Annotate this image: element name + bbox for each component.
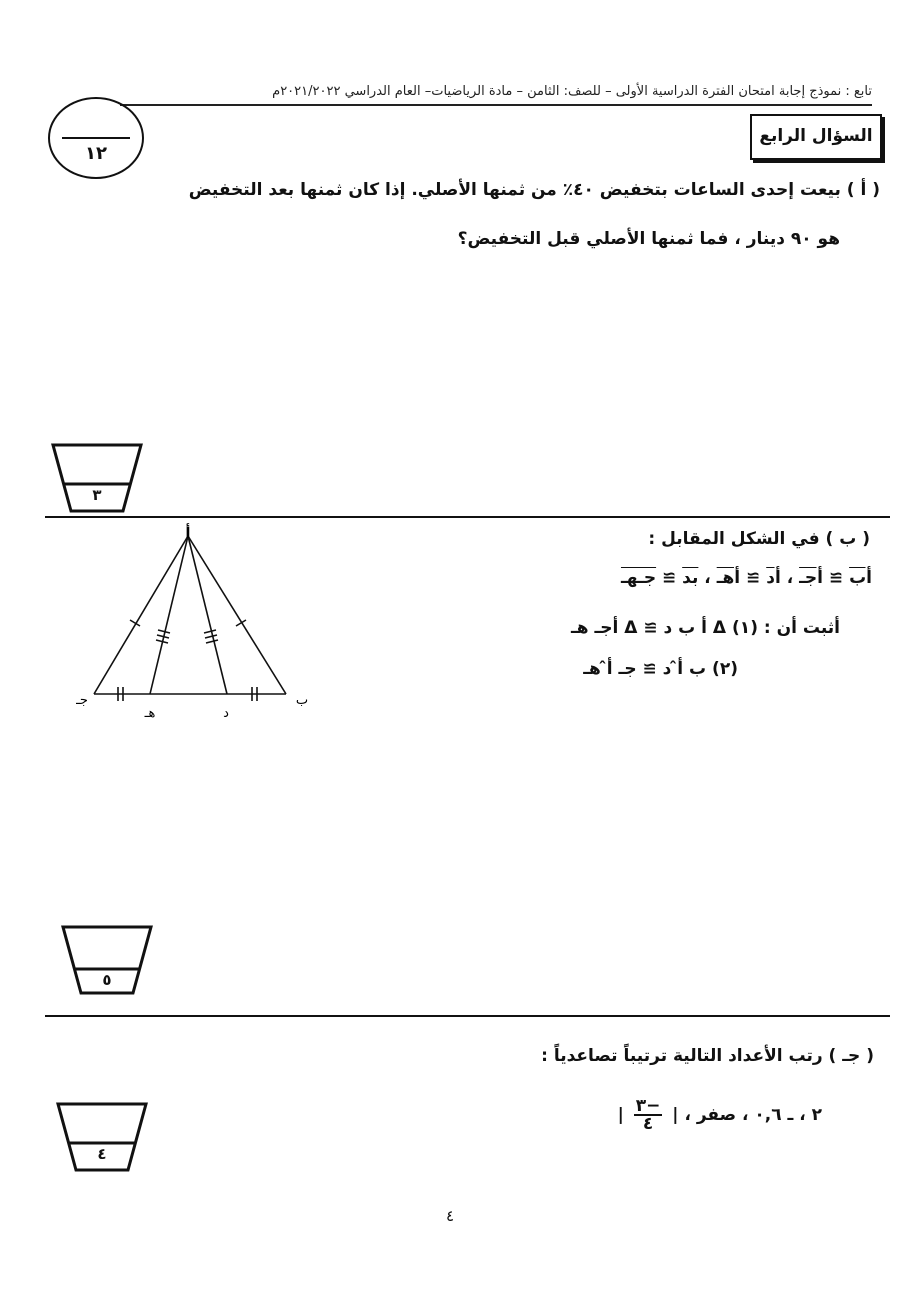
section-divider-1 [45, 516, 890, 518]
part-b-prove2: (٢) ب أ̂ د ≅ جـ أ̂ هـ [583, 659, 738, 679]
part-c-numbers [618, 1098, 822, 1132]
score-a: ٣ [92, 486, 102, 504]
congruent-symbol: ≅ [662, 568, 677, 588]
point-h-label: هـ [144, 706, 156, 721]
score-box-a [50, 442, 144, 514]
number-list: ٢ ، ـ ٠,٦ ، صفر ، [684, 1105, 822, 1125]
seg-ab: أب [849, 568, 872, 588]
fraction-numerator: −٣ [635, 1096, 661, 1116]
triangle-figure [60, 522, 330, 727]
part-b-title: ( ب ) في الشكل المقابل : [648, 529, 870, 549]
fraction-denominator: ٤ [642, 1114, 654, 1134]
congruent-symbol: ≅ [746, 568, 761, 588]
part-b-given [621, 568, 872, 588]
score-box-b [60, 924, 154, 996]
part-a-line1: ( أ ) بيعت إحدى الساعات بتخفيض ٤٠٪ من ثمنها الأصلي. إذا كان ثمنها بعد التخفيض [188, 180, 880, 200]
question-title: السؤال الرابع [750, 114, 882, 160]
comma: ، [786, 568, 794, 588]
page-number: ٤ [445, 1207, 455, 1225]
vertex-b-label: ب [295, 693, 309, 708]
header-divider [120, 104, 872, 106]
score-b: ٥ [102, 971, 112, 989]
point-d-label: د [223, 706, 229, 721]
seg-ac: أجـ [799, 568, 823, 588]
comma: ، [704, 568, 711, 588]
vertex-a-label: أ [185, 524, 191, 542]
abs-bar-left: | [617, 1105, 624, 1125]
fraction [634, 1098, 663, 1132]
score-c: ٤ [97, 1145, 107, 1163]
seg-ch: جـهـ [620, 568, 657, 588]
part-c-title: ( جـ ) رتب الأعداد التالية ترتيباً تصاعدياً : [541, 1046, 874, 1066]
vertex-c-label: جـ [76, 693, 88, 708]
seg-ad: أد [766, 568, 781, 588]
seg-ah: أهـ [716, 568, 741, 588]
part-b-prove1: أثبت أن : (١) Δ أ ب د ≅ Δ أجـ هـ [570, 618, 840, 638]
seg-bd: بد [682, 568, 699, 588]
abs-bar-right: | [672, 1105, 679, 1125]
total-score-oval [48, 97, 144, 179]
score-line [62, 137, 130, 139]
exam-header: تابع : نموذج إجابة امتحان الفترة الدراسية الأولى – للصف: الثامن – مادة الرياضيات– العام الدراسي ٢٠٢١/٢٠٢٢م [272, 84, 872, 99]
section-divider-2 [45, 1015, 890, 1017]
part-a-line2: هو ٩٠ دينار ، فما ثمنها الأصلي قبل التخفيض؟ [457, 229, 840, 249]
congruent-symbol: ≅ [828, 568, 844, 588]
total-score: ١٢ [85, 143, 107, 164]
score-box-c [55, 1101, 149, 1173]
